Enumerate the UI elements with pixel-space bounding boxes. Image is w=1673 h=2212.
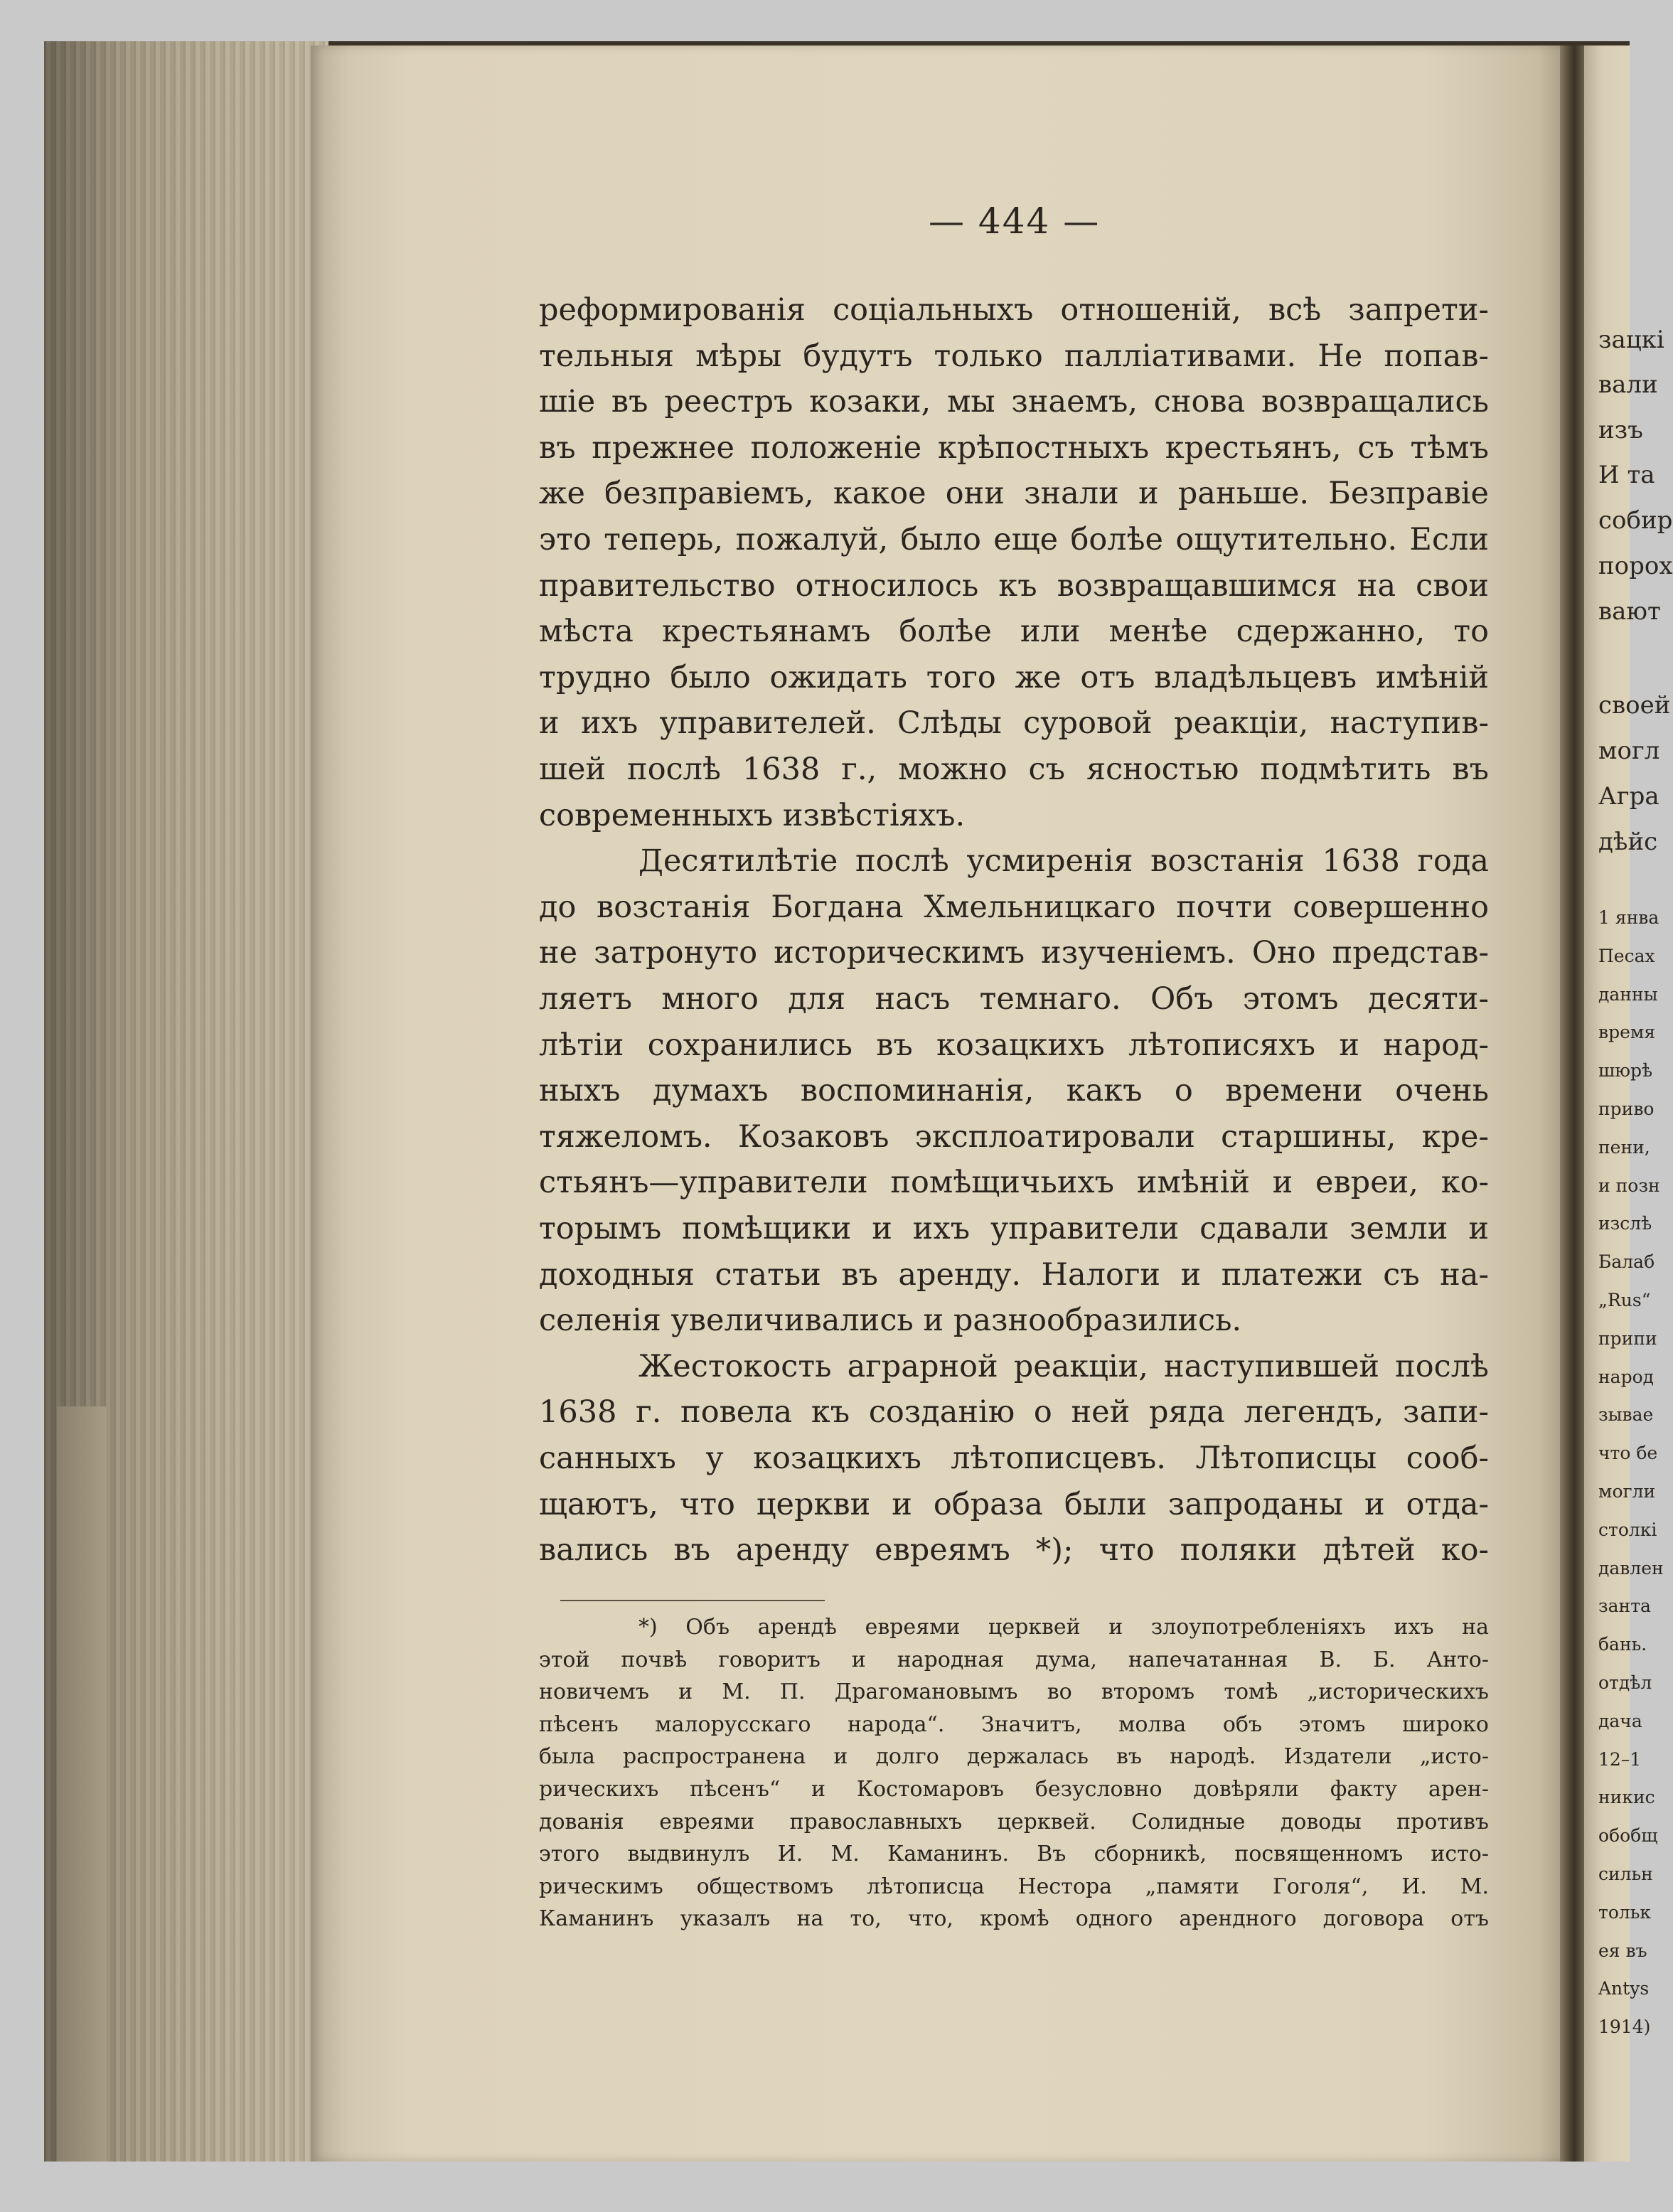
footnote-line: Каманинъ указалъ на то, что, кромѣ одного арендного договора отъ [539,1906,1489,1932]
right-page-footnote-line: обобщ [1598,1825,1658,1847]
text-line: торымъ помѣщики и ихъ управители сдавали земли и [539,1211,1489,1246]
right-page-footnote-line: 1914) [1598,2016,1651,2038]
footnote-line: этого выдвинулъ И. М. Каманинъ. Въ сборникѣ, посвященномъ исто- [539,1842,1489,1867]
text-line: стьянъ—управители помѣщичьихъ имѣній и евреи, ко- [539,1165,1489,1201]
right-page-footnote-line: что бе [1598,1443,1658,1464]
right-page-line: зацкі [1598,326,1664,354]
text-line: 1638 г. повела къ созданію о ней ряда легендъ, запи- [539,1394,1489,1431]
text-line: правительство относилось къ возвращавшимся на свои [539,567,1489,604]
right-page-fragment [1584,46,1673,2162]
right-page-footnote-line: „Rus“ [1598,1290,1651,1310]
right-page-footnote-line: Балаб [1598,1251,1655,1273]
right-page-footnote-line: 12–1 [1598,1748,1642,1770]
book-spine [1560,46,1584,2162]
footnote-line: этой почвѣ говоритъ и народная дума, напечатанная В. Б. Анто- [539,1647,1489,1672]
text-line: тяжеломъ. Козаковъ эксплоатировали старшины, кре- [539,1118,1489,1155]
right-page-footnote-line: шюрѣ [1598,1060,1653,1081]
right-page-footnote-line: припи [1598,1327,1657,1349]
text-line: не затронуто историческимъ изученіемъ. Оно представ- [539,935,1489,971]
text-line: Жестокость аграрной реакціи, наступившей послѣ [638,1348,1489,1384]
text-line: шей послѣ 1638 г., можно съ ясностью подмѣтить въ [539,752,1489,787]
text-line: въ прежнее положеніе крѣпостныхъ крестьянъ, съ тѣмъ [539,429,1489,466]
right-page-line: собир [1598,506,1673,535]
right-page-footnote-line: Antys [1598,1978,1650,1999]
text-line: до возстанія Богдана Хмельницкаго почти совершенно [539,889,1489,925]
footnote-separator [560,1600,825,1601]
right-page-footnote-line: отдѣл [1598,1672,1652,1693]
right-page-footnote-line: дача [1598,1710,1642,1731]
footnote-line: *) Объ арендѣ евреями церквей и злоупотребленіяхъ ихъ на [638,1615,1489,1640]
right-page-footnote-line: приво [1598,1099,1655,1119]
text-line: мѣста крестьянамъ болѣе или менѣе сдержанно, то [539,614,1489,650]
footnote-line: рическихъ пѣсенъ“ и Костомаровъ безусловно довѣряли факту арен- [539,1777,1489,1802]
right-page-footnote-line: Песах [1598,945,1655,966]
right-page-line: Агра [1598,782,1659,811]
right-page-footnote-line: 1 янва [1598,907,1659,928]
text-line: доходныя статьи въ аренду. Налоги и платежи съ на- [539,1256,1489,1293]
book-page-edges [44,41,328,2162]
footnote-line: пѣсенъ малорусскаго народа“. Значитъ, молва объ этомъ широко [539,1711,1489,1737]
footnote-line: рическимъ обществомъ лѣтописца Нестора „памяти Гоголя“, И. М. [539,1874,1489,1899]
right-page-footnote-line: давлен [1598,1557,1664,1578]
right-page-footnote-line: никис [1598,1787,1655,1808]
right-page-line: порох [1598,552,1673,580]
right-page-footnote-line: бань. [1598,1634,1647,1655]
right-page-line: своей [1598,691,1671,720]
book-page-edges-lower [57,1406,107,2162]
text-line: и ихъ управителей. Слѣды суровой реакціи, наступив- [539,705,1489,742]
right-page-line: И та [1598,461,1655,489]
text-line: тельныя мѣры будутъ только палліативами. Не попав- [539,338,1489,374]
text-line: щаютъ, что церкви и образа были запроданы и отда- [539,1486,1489,1522]
page-number: — 444 — [929,201,1101,242]
right-page-footnote-line: занта [1598,1596,1651,1617]
right-page-footnote-line: сильн [1598,1864,1653,1884]
right-page-line: дѣйс [1598,828,1658,856]
right-page-footnote-line: данны [1598,983,1658,1005]
right-page-footnote-line: время [1598,1022,1656,1043]
text-line: же безправіемъ, какое они знали и раньше. Безправіе [539,476,1489,512]
right-page-footnote-line: и позн [1598,1175,1660,1196]
text-line: санныхъ у козацкихъ лѣтописцевъ. Лѣтописцы сооб- [539,1441,1489,1476]
right-page-footnote-line: изслѣ [1598,1213,1652,1234]
right-page-footnote-line: могли [1598,1481,1656,1502]
text-line: трудно было ожидать того же отъ владѣльцевъ имѣній [539,659,1489,695]
right-page-line: вают [1598,597,1661,626]
right-page-line: могл [1598,737,1660,765]
text-line: современныхъ извѣстіяхъ. [539,797,966,833]
text-line: лѣтіи сохранились въ козацкихъ лѣтописяхъ и народ- [539,1027,1489,1063]
right-page-footnote-line: столкі [1598,1519,1657,1540]
right-page-line: изъ [1598,416,1643,444]
right-page-footnote-line: тольк [1598,1901,1651,1923]
right-page-footnote-line: народ [1598,1366,1655,1387]
footnote-line: новичемъ и М. П. Драгомановымъ во второмъ томѣ „историческихъ [539,1679,1489,1705]
text-line: селенія увеличивались и разнообразились. [539,1303,1242,1339]
right-page-footnote-line: зывае [1598,1404,1654,1426]
right-page-footnote-line: ея въ [1598,1940,1647,1961]
text-line: Десятилѣтіе послѣ усмиренія возстанія 1638 года [638,843,1489,880]
text-line: шіе въ реестръ козаки, мы знаемъ, снова возвращались [539,384,1489,420]
text-line: реформированія соціальныхъ отношеній, всѣ запрети- [539,292,1489,328]
text-line: вались въ аренду евреямъ *); что поляки дѣтей ко- [539,1532,1489,1569]
right-page-footnote-line: пени, [1598,1136,1650,1158]
right-page-line: вали [1598,370,1658,399]
text-line: ныхъ думахъ воспоминанія, какъ о времени очень [539,1073,1489,1109]
text-line: ляетъ много для насъ темнаго. Объ этомъ десяти- [539,981,1489,1017]
text-line: это теперь, пожалуй, было еще болѣе ощутительно. Если [539,522,1489,557]
footnote-line: дованія евреями православныхъ церквей. Солидные доводы противъ [539,1809,1489,1834]
footnote-line: была распространена и долго держалась въ народѣ. Издатели „исто- [539,1744,1489,1770]
